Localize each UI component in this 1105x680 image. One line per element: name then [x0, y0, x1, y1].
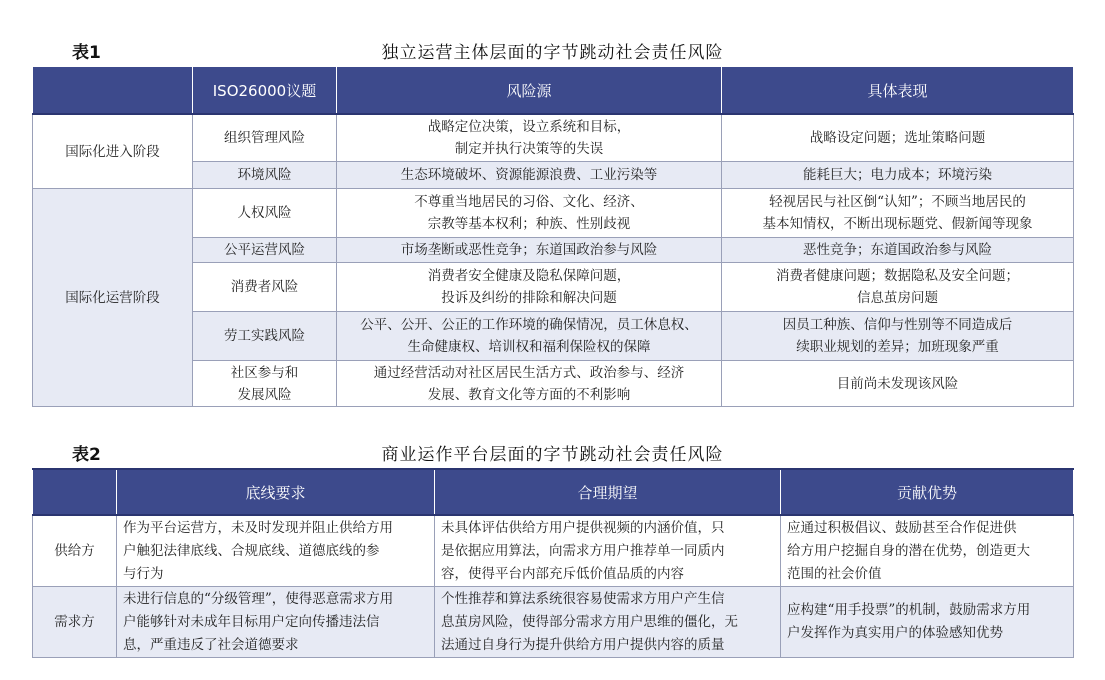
table1 — [32, 66, 1074, 407]
advantage-cell: 应构建“用手投票”的机制，鼓励需求方用 户发挥作为真实用户的体验感知优势 — [781, 587, 1074, 658]
table1-header-manifestation: 具体表现 — [722, 67, 1074, 115]
source-cell: 战略定位决策，设立系统和目标， 制定并执行决策等的失误 — [337, 114, 722, 162]
expectation-cell: 个性推荐和算法系统很容易使需求方用户产生信 息茧房风险，使得部分需求方用户思维的僵化，无 法通过自身行为提升供给方用户提供内容的质量 — [435, 587, 781, 658]
manifestation-cell: 轻视居民与社区倒“认知”；不顾当地居民的 基本知情权，不断出现标题党、假新闻等现象 — [722, 189, 1074, 238]
table1-label: 表1 — [72, 43, 101, 63]
topic-cell: 消费者风险 — [193, 263, 337, 312]
table2-header-party — [33, 469, 117, 515]
table1-header-source: 风险源 — [337, 67, 722, 115]
source-cell: 公平、公开、公正的工作环境的确保情况，员工休息权、 生命健康权、培训权和福利保险权的保障 — [337, 312, 722, 361]
stage-cell: 国际化进入阶段 — [33, 114, 193, 189]
manifestation-cell: 因员工种族、信仰与性别等不同造成后 续职业规划的差异；加班现象严重 — [722, 312, 1074, 361]
table1-header-row — [33, 67, 1074, 115]
stage-cell: 国际化运营阶段 — [33, 189, 193, 407]
table-row — [33, 114, 1074, 162]
table2-header-baseline: 底线要求 — [117, 469, 435, 515]
table1-block — [32, 34, 1073, 407]
topic-cell: 人权风险 — [193, 189, 337, 238]
table1-title: 独立运营主体层面的字节跳动社会责任风险 — [381, 43, 724, 63]
table2-header-row — [33, 469, 1074, 515]
topic-cell: 劳工实践风险 — [193, 312, 337, 361]
topic-cell: 公平运营风险 — [193, 238, 337, 263]
source-cell: 不尊重当地居民的习俗、文化、经济、 宗教等基本权利；种族、性别歧视 — [337, 189, 722, 238]
party-cell: 供给方 — [33, 515, 117, 587]
table2-header-expectation: 合理期望 — [435, 469, 781, 515]
baseline-cell: 未进行信息的“分级管理”，使得恶意需求方用 户能够针对未成年目标用户定向传播违法信 息，严重违反了社会道德要求 — [117, 587, 435, 658]
table1-header-stage — [33, 67, 193, 115]
table-row — [33, 189, 1074, 238]
table-row — [33, 515, 1074, 587]
source-cell: 市场垄断或恶性竞争；东道国政治参与风险 — [337, 238, 722, 263]
topic-cell: 组织管理风险 — [193, 114, 337, 162]
baseline-cell: 作为平台运营方，未及时发现并阻止供给方用 户触犯法律底线、合规底线、道德底线的参 与行为 — [117, 515, 435, 587]
manifestation-cell: 消费者健康问题；数据隐私及安全问题； 信息茧房问题 — [722, 263, 1074, 312]
table1-header-topic: ISO26000议题 — [193, 67, 337, 115]
topic-cell: 社区参与和 发展风险 — [193, 361, 337, 407]
table-row — [33, 587, 1074, 658]
table2-title: 商业运作平台层面的字节跳动社会责任风险 — [381, 445, 724, 465]
manifestation-cell: 能耗巨大；电力成本；环境污染 — [722, 162, 1074, 189]
table2-caption — [32, 436, 1073, 468]
manifestation-cell: 恶性竞争；东道国政治参与风险 — [722, 238, 1074, 263]
table2-header-advantage: 贡献优势 — [781, 469, 1074, 515]
manifestation-cell: 目前尚未发现该风险 — [722, 361, 1074, 407]
expectation-cell: 未具体评估供给方用户提供视频的内涵价值，只 是依据应用算法，向需求方用户推荐单一同质内 容，使得平台内部充斥低价值品质的内容 — [435, 515, 781, 587]
source-cell: 生态环境破坏、资源能源浪费、工业污染等 — [337, 162, 722, 189]
party-cell: 需求方 — [33, 587, 117, 658]
table1-caption — [32, 34, 1073, 66]
topic-cell: 环境风险 — [193, 162, 337, 189]
table2-block — [32, 436, 1073, 658]
source-cell: 通过经营活动对社区居民生活方式、政治参与、经济 发展、教育文化等方面的不利影响 — [337, 361, 722, 407]
manifestation-cell: 战略设定问题；选址策略问题 — [722, 114, 1074, 162]
table2 — [32, 468, 1074, 658]
table2-label: 表2 — [72, 445, 101, 465]
advantage-cell: 应通过积极倡议、鼓励甚至合作促进供 给方用户挖掘自身的潜在优势，创造更大 范围的社会价值 — [781, 515, 1074, 587]
source-cell: 消费者安全健康及隐私保障问题， 投诉及纠纷的排除和解决问题 — [337, 263, 722, 312]
